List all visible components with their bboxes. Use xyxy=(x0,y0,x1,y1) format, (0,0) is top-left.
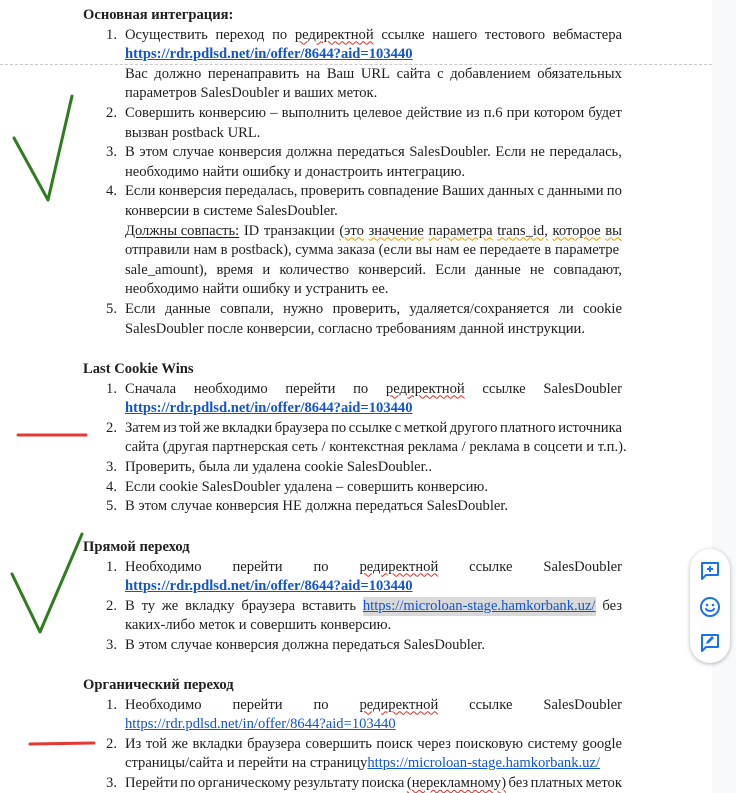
word: – xyxy=(270,105,278,121)
word: передалась, xyxy=(224,183,298,200)
word: добавлением xyxy=(450,65,531,82)
word: этом xyxy=(139,144,169,161)
word: ссылке xyxy=(469,696,513,713)
word: редиректной xyxy=(385,380,465,397)
word: ту xyxy=(141,597,156,614)
word: по xyxy=(180,775,196,791)
word: ссылке xyxy=(348,419,393,436)
word: целевое xyxy=(353,105,403,121)
line-text: необходимо найти ошибку и донастроить интеграцию. xyxy=(125,163,466,180)
word: переход xyxy=(215,26,265,43)
word: sale_amount), xyxy=(125,261,208,278)
word: нашего xyxy=(432,26,478,43)
word: перенаправить xyxy=(207,65,300,82)
word: Если xyxy=(435,261,466,278)
line-text: каких-либо меток и совершить конверсию. xyxy=(125,617,392,634)
line-text: параметров SalesDoubler и ваших меток. xyxy=(125,85,378,102)
section-heading: Основная интеграция: xyxy=(83,7,234,23)
word: (нерекламному) xyxy=(406,775,507,791)
list-number: 2. xyxy=(106,597,117,614)
line-text: Проверить, была ли удалена cookie SalesDoubler.. xyxy=(125,459,433,475)
word: совпали, xyxy=(219,301,274,317)
word: данными xyxy=(547,183,604,200)
word: необходимо xyxy=(193,380,268,397)
word: Затем xyxy=(125,419,161,436)
section-heading: Прямой переход xyxy=(83,539,190,555)
word: Необходимо xyxy=(125,558,202,575)
word: другого xyxy=(449,419,498,436)
word: редиректной xyxy=(359,558,439,575)
line-text: необходимо найти ошибку и устранить ее. xyxy=(125,281,389,298)
section-heading: Last Cookie Wins xyxy=(83,361,194,377)
word: с xyxy=(537,183,544,200)
line-text: вызван postback URL. xyxy=(125,124,261,141)
word: время xyxy=(216,261,254,278)
offer-redirect-link[interactable]: https://rdr.pdlsd.net/in/offer/8644?aid=103440 xyxy=(125,716,396,733)
word: перейти xyxy=(232,558,283,575)
word: с xyxy=(437,65,444,82)
word: по xyxy=(353,380,369,397)
word: вы xyxy=(605,222,622,239)
list-number: 3. xyxy=(106,775,117,791)
suggest-edit-icon[interactable] xyxy=(698,631,722,655)
word: не xyxy=(529,261,545,278)
list-number: 1. xyxy=(106,696,117,713)
section-heading: Органический переход xyxy=(83,677,234,693)
word: через xyxy=(417,735,451,752)
word: удаляется/сохраняется xyxy=(409,301,550,317)
green-check-mark-icon xyxy=(12,534,82,632)
word: не xyxy=(530,144,545,161)
word: данные xyxy=(474,261,521,278)
word: вкладки xyxy=(192,735,243,752)
inline-link[interactable]: https://microloan-stage.hamkorbank.uz/ xyxy=(363,597,596,617)
word: будет xyxy=(588,105,622,121)
word: поиска xyxy=(361,775,405,791)
word: сайта xyxy=(396,65,431,82)
word: той xyxy=(145,735,168,752)
word: поиск xyxy=(376,735,413,752)
word: данных xyxy=(487,183,535,200)
word: по xyxy=(272,26,288,43)
side-action-toolbar xyxy=(690,549,730,663)
word: передаться xyxy=(337,144,405,161)
word: проверить xyxy=(300,183,365,200)
line-text: сайта (другая партнерская сеть / контекстная реклама / реклама в соцсети и т.п.). xyxy=(125,439,627,456)
word: совпадают, xyxy=(553,261,622,278)
list-number: 1. xyxy=(106,380,117,397)
word: конверсия xyxy=(158,183,222,200)
line-text: отправили нам в postback), сумма заказа (если вы нам ее передаете в параметре xyxy=(125,242,620,259)
word: количество xyxy=(279,261,349,278)
word: браузера xyxy=(274,419,329,436)
word: должна xyxy=(286,144,333,161)
right-margin-bar xyxy=(712,0,736,793)
word: систему xyxy=(527,735,578,752)
list-number: 2. xyxy=(106,419,117,436)
word: браузера xyxy=(247,735,301,752)
word: транзакции xyxy=(263,222,335,239)
word: из xyxy=(163,419,177,436)
word: передалась, xyxy=(549,144,622,161)
word: тестового xyxy=(484,26,546,43)
word: по xyxy=(606,183,622,200)
word: той xyxy=(179,419,201,436)
list-number: 5. xyxy=(106,498,117,515)
word: Необходимо xyxy=(125,696,202,713)
word: браузера xyxy=(241,597,296,614)
word: вставить xyxy=(301,597,357,614)
word: ссылке xyxy=(482,380,526,397)
word: должно xyxy=(154,65,202,82)
word: совпадение xyxy=(367,183,439,200)
word: проверить, xyxy=(332,301,401,317)
list-number: 5. xyxy=(106,301,117,317)
word: SalesDoubler xyxy=(543,380,622,397)
word: при xyxy=(506,105,530,121)
list-number: 4. xyxy=(106,183,117,200)
word: SalesDoubler. xyxy=(409,144,491,161)
word: данные xyxy=(164,301,211,317)
word: Если xyxy=(495,144,526,161)
list-number: 1. xyxy=(106,558,117,575)
line-text: SalesDoubler после конверсии, согласно требованиям данной инструкции. xyxy=(125,320,586,337)
word: ссылке xyxy=(469,558,513,575)
word: же xyxy=(161,597,179,614)
word: выполнить xyxy=(281,105,350,121)
word: Сначала xyxy=(125,380,177,397)
word: по xyxy=(313,558,329,575)
line-text: В этом случае конверсия НЕ должна передаться SalesDoubler. xyxy=(125,498,509,515)
word: котором xyxy=(533,105,585,121)
line-text: В этом случае конверсия должна передаться SalesDoubler. xyxy=(125,637,485,653)
word: совершить xyxy=(305,735,372,752)
word: по xyxy=(331,419,347,436)
word: (это xyxy=(339,222,364,239)
word: Из xyxy=(125,735,142,752)
word: же xyxy=(171,735,189,752)
list-number: 2. xyxy=(106,735,117,752)
word: платных xyxy=(530,775,584,791)
green-check-mark-icon xyxy=(14,96,72,200)
word: Осуществить xyxy=(125,26,208,43)
word: Совершить xyxy=(125,105,195,121)
word: и xyxy=(262,261,271,278)
emoji-reaction-icon[interactable] xyxy=(698,595,722,619)
word: ссылке xyxy=(381,26,425,43)
list-number: 3. xyxy=(106,637,117,653)
word: Ваших xyxy=(441,183,485,200)
word: органическому xyxy=(197,775,292,791)
word: google xyxy=(582,735,622,752)
word: В xyxy=(125,144,135,161)
word: вкладку xyxy=(185,597,235,614)
add-comment-icon[interactable] xyxy=(698,559,722,583)
word: Если xyxy=(125,301,156,317)
word: В xyxy=(125,597,135,614)
word: конверсию xyxy=(198,105,267,121)
word: же xyxy=(203,419,220,436)
offer-redirect-link[interactable]: https://rdr.pdlsd.net/in/offer/8644?aid=103440 xyxy=(125,400,413,417)
word: на xyxy=(305,65,321,82)
word: значение xyxy=(368,222,424,239)
word: перейти xyxy=(232,696,283,713)
word: Перейти xyxy=(125,775,178,791)
word: редиректной xyxy=(294,26,374,43)
word: случае xyxy=(172,144,215,161)
word: конверсий. xyxy=(358,261,426,278)
inline-link[interactable]: https://microloan-stage.hamkorbank.uz/ xyxy=(367,755,600,772)
line-text: конверсии в системе SalesDoubler. xyxy=(125,203,338,219)
list-number: 3. xyxy=(106,459,117,475)
line-text: Если cookie SalesDoubler удалена – совершить конверсию. xyxy=(125,478,488,495)
word: Если xyxy=(125,183,156,200)
word: меток xyxy=(585,775,622,791)
word: вкладки xyxy=(222,419,273,436)
line-text: страницы/сайта и перейти на страницу xyxy=(125,755,368,772)
word: нужно xyxy=(283,301,324,317)
word: параметра xyxy=(428,222,493,239)
word: поисковую xyxy=(455,735,524,752)
offer-redirect-link[interactable]: https://rdr.pdlsd.net/in/offer/8644?aid=103440 xyxy=(125,578,413,595)
word: ID xyxy=(243,222,260,239)
word: конверсия xyxy=(218,144,282,161)
list-number: 4. xyxy=(106,478,117,495)
word: из xyxy=(466,105,480,121)
word: без xyxy=(602,597,622,614)
red-dash-mark xyxy=(30,743,94,744)
word: которое xyxy=(552,222,601,239)
list-number: 3. xyxy=(106,144,117,161)
word: SalesDoubler xyxy=(543,558,622,575)
word: с xyxy=(394,419,402,436)
word: меткой xyxy=(403,419,448,436)
word: Вас xyxy=(125,65,148,82)
word: вебмастера xyxy=(552,26,622,43)
word: перейти xyxy=(285,380,336,397)
word: ли xyxy=(558,301,574,317)
word: редиректной xyxy=(359,696,439,713)
word: источника xyxy=(558,419,622,436)
word: обязательных xyxy=(537,65,622,82)
word: trans_id, xyxy=(497,222,548,239)
word: URL xyxy=(360,65,391,82)
word: действие xyxy=(406,105,462,121)
list-number: 1. xyxy=(106,26,117,43)
word: платного xyxy=(500,419,556,436)
word: без xyxy=(508,775,529,791)
word: Ваш xyxy=(326,65,355,82)
offer-redirect-link[interactable]: https://rdr.pdlsd.net/in/offer/8644?aid=103440 xyxy=(125,46,413,63)
list-number: 2. xyxy=(106,105,117,121)
word: Должны совпасть: xyxy=(125,222,240,239)
word: результату xyxy=(293,775,360,791)
word: SalesDoubler xyxy=(543,696,622,713)
word: по xyxy=(313,696,329,713)
word: п.6 xyxy=(483,105,503,121)
word: cookie xyxy=(583,301,622,317)
